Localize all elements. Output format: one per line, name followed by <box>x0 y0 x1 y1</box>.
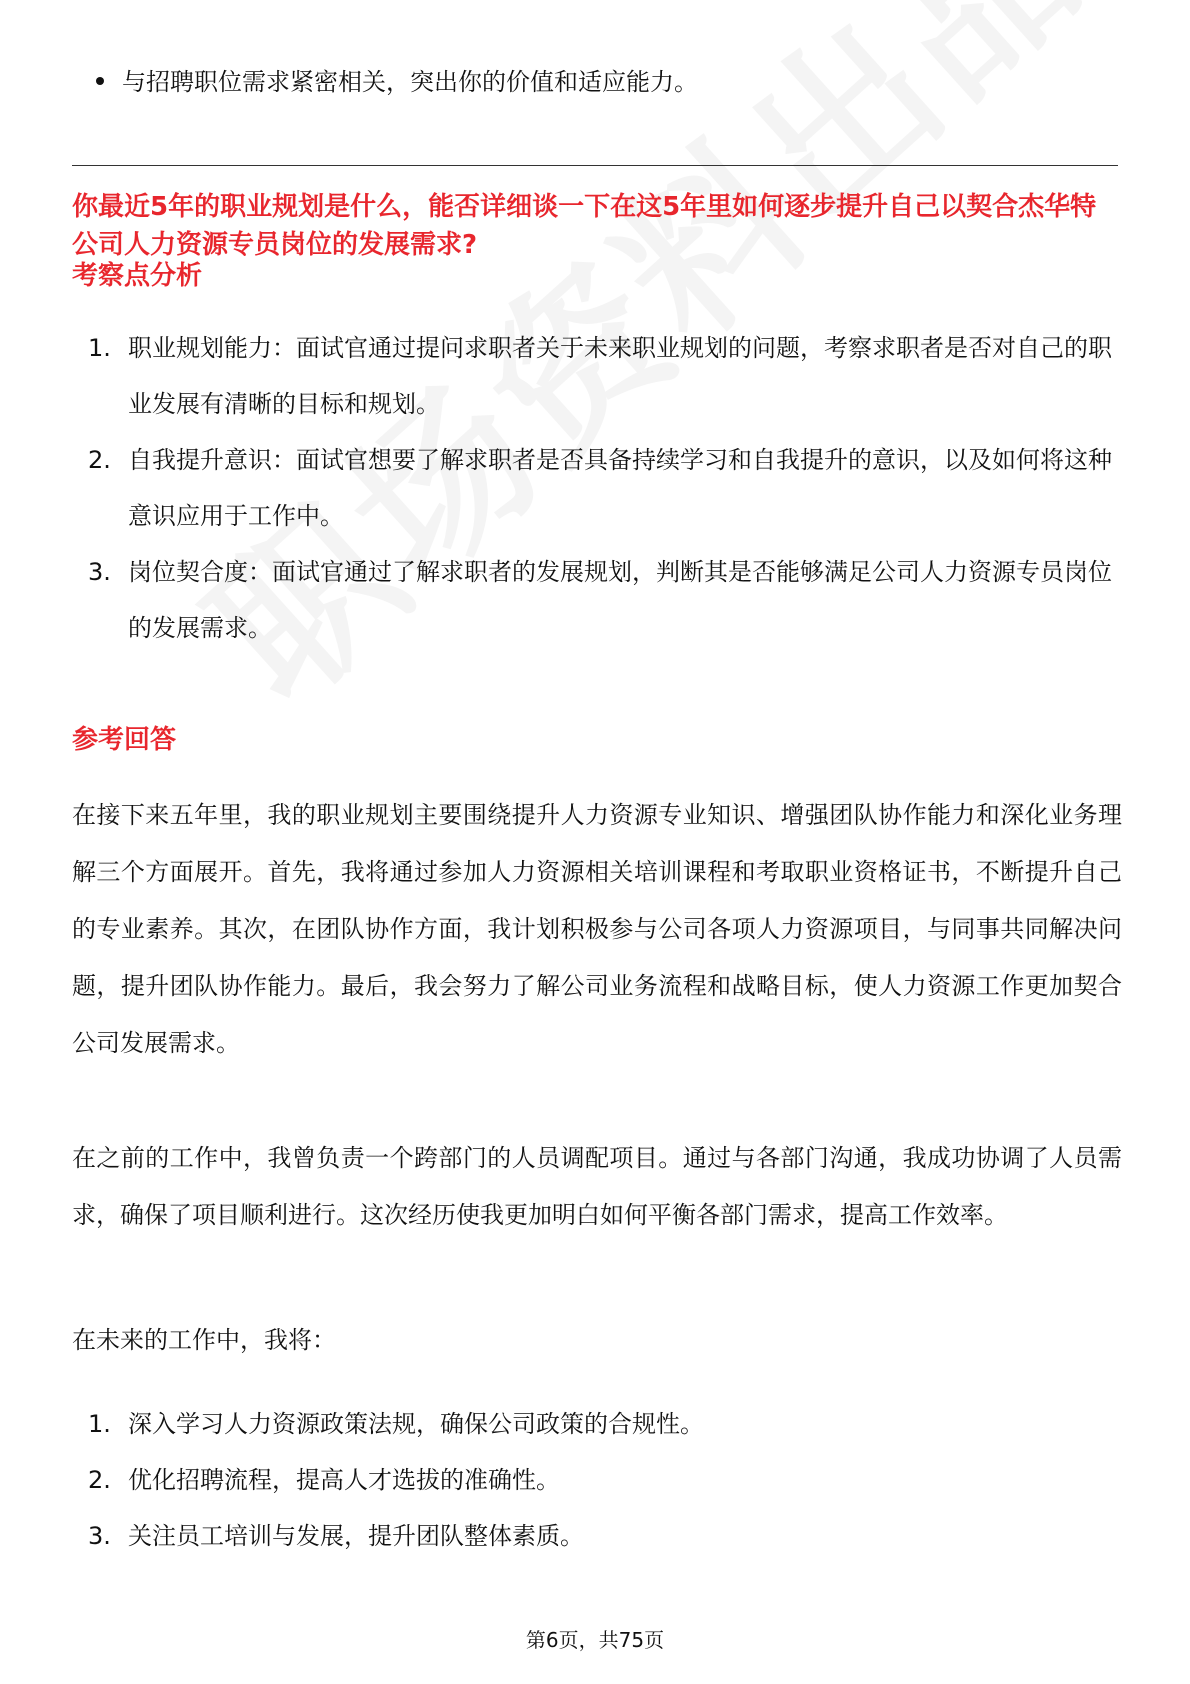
list-number: 1. <box>88 334 111 362</box>
answer-title: 参考回答 <box>72 725 177 755</box>
page-footer: 第6页，共75页 <box>525 1628 665 1652</box>
list-number: 3. <box>88 1522 111 1550</box>
list-number: 2. <box>88 1466 111 1494</box>
answer-list-item <box>72 1452 1122 1508</box>
list-number: 1. <box>88 1410 111 1438</box>
top-bullet-text: 与招聘职位需求紧密相关，突出你的价值和适应能力。 <box>122 68 698 96</box>
answer-paragraph-2: 在之前的工作中，我曾负责一个跨部门的人员调配项目。通过与各部门沟通，我成功协调了人员需求，确保了项目顺利进行。这次经历使我更加明白如何平衡各部门需求，提高工作效率。 <box>72 1144 1122 1229</box>
analysis-list-item <box>72 432 1122 544</box>
bullet-dot-icon <box>96 77 104 85</box>
top-bullet-item <box>96 64 698 100</box>
answer-list-item <box>72 1508 1122 1564</box>
analysis-list-item <box>72 544 1122 656</box>
list-item-text: 优化招聘流程，提高人才选拔的准确性。 <box>128 1466 560 1494</box>
list-number: 2. <box>88 446 111 474</box>
analysis-list <box>72 320 1122 656</box>
list-item-text: 自我提升意识：面试官想要了解求职者是否具备持续学习和自我提升的意识，以及如何将这种意识应用于工作中。 <box>128 446 1112 530</box>
list-item-text: 岗位契合度：面试官通过了解求职者的发展规划，判断其是否能够满足公司人力资源专员岗位的发展需求。 <box>128 558 1112 642</box>
list-item-text: 关注员工培训与发展，提升团队整体素质。 <box>128 1522 584 1550</box>
list-number: 3. <box>88 558 111 586</box>
analysis-title: 考察点分析 <box>72 261 203 291</box>
answer-list <box>72 1396 1122 1564</box>
answer-paragraph-1: 在接下来五年里，我的职业规划主要围绕提升人力资源专业知识、增强团队协作能力和深化业务理解三个方面展开。首先，我将通过参加人力资源相关培训课程和考取职业资格证书，不断提升自己的专业素养。其次，在团队协作方面，我计划积极参与公司各项人力资源项目，与同事共同解决问题，提升团队协作能力。最后，我会努力了解公司业务流程和战略目标，使人力资源工作更加契合公司发展需求。 <box>72 801 1122 1057</box>
answer-paragraph-3: 在未来的工作中，我将： <box>72 1326 336 1354</box>
analysis-list-item <box>72 320 1122 432</box>
list-item-text: 职业规划能力：面试官通过提问求职者关于未来职业规划的问题，考察求职者是否对自己的职业发展有清晰的目标和规划。 <box>128 334 1112 418</box>
section-divider <box>72 165 1118 166</box>
list-item-text: 深入学习人力资源政策法规，确保公司政策的合规性。 <box>128 1410 704 1438</box>
question-heading: 你最近5年的职业规划是什么，能否详细谈一下在这5年里如何逐步提升自己以契合杰华特公司人力资源专员岗位的发展需求? <box>72 192 1097 260</box>
answer-list-item <box>72 1396 1122 1452</box>
